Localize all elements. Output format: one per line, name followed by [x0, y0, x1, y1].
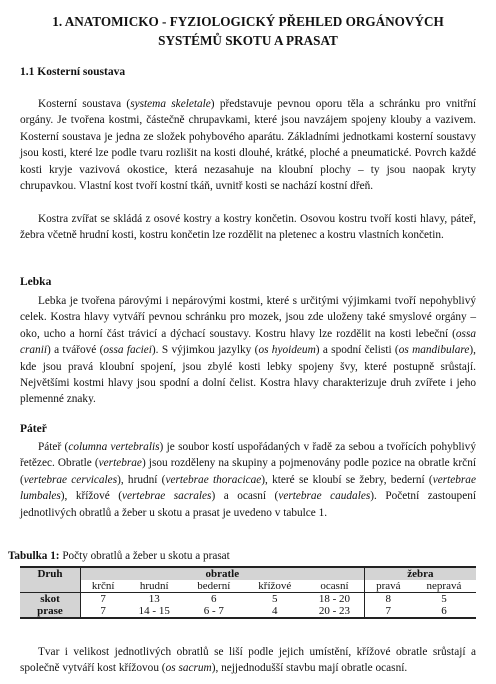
subheader-cell: krční: [81, 580, 126, 593]
latin-term: ossa cranii: [20, 327, 476, 357]
table-cell: 6: [412, 605, 476, 618]
chapter-title: [20, 12, 476, 50]
table-cell: 7: [81, 605, 126, 618]
text-run: ) a spodní čelisti (: [315, 344, 399, 357]
subheader-cell: pravá: [364, 580, 412, 593]
latin-term: columna vertebralis: [68, 441, 160, 453]
subheader-cell: bederní: [183, 580, 244, 593]
subheader-cell: křížové: [244, 580, 305, 593]
table-caption-label: Tabulka 1:: [8, 550, 60, 562]
text-run: ), křížové (: [60, 490, 122, 503]
text-run: ), hrudní (: [117, 473, 166, 486]
section-heading-pater: Páteř: [20, 423, 47, 435]
table-cell: 4: [244, 605, 305, 618]
paragraph-lebka: [20, 293, 476, 408]
table-caption-text: Počty obratlů a žeber u skotu a prasat: [59, 550, 230, 562]
header-zebra: žebra: [364, 567, 476, 580]
subheader-cell: hrudní: [125, 580, 183, 593]
paragraph-obratle-tvar: [20, 644, 476, 677]
chapter-title-line-1: 1. ANATOMICKO - FYZIOLOGICKÝ PŘEHLED ORGÁNOVÝCH: [52, 14, 444, 29]
latin-term: systema skeletale: [130, 98, 211, 110]
subheader-blank: [20, 580, 81, 593]
latin-term: vertebrae: [98, 457, 142, 470]
chapter-title-line-2: SYSTÉMŮ SKOTU A PRASAT: [158, 33, 338, 48]
table-header-row: [20, 567, 476, 580]
text-run: ) představuje pevnou oporu těla a schránku pro vnitřní orgány. Je tvořena kostmi, částečně chrupavkami, které jsou navzájem spojeny klouby a vazivem. Kosterní soustava je jedna ze složek pohybového aparátu. Základními jednotkami kosterní soustavy jsou kosti, které lze podle tvaru rozlišit na kosti dlouhé, krátké, ploché a pneumatické. Povrch každé kosti kryje vazivová okostice, která nezasahuje na kloubní plochy – ty jsou naopak kryty chrupavkou. Vlastní kost tvoří kostní tkáň, uvnitř kosti se nachází kostní dřeň.: [20, 98, 476, 193]
latin-term: vertebrae lumbales: [20, 473, 476, 503]
paragraph-pater: [20, 439, 476, 521]
latin-term: vertebrae cervicales: [23, 473, 118, 486]
table-cell: 6: [211, 593, 217, 605]
table-cell: 20 - 23: [305, 605, 364, 618]
subheader-cell: ocasní: [305, 580, 364, 593]
header-druh: Druh: [20, 567, 81, 580]
text-run: ) jsou rozděleny na skupiny a pojmenovány podle pozice na obratle krční (: [20, 457, 476, 486]
text-run: Kosterní soustava (: [38, 98, 131, 110]
text-run: ), kde jsou pravá kloubní spojení, jsou zbylé kosti lebky spojeny švy, které postupně srůstají. Největšími kostmi hlavy jsou spodní a dolní čelist. Kostra hlavy charakterizuje druh zvířete i jeho plemenné znaky.: [20, 344, 476, 406]
row-label: skot: [20, 593, 81, 606]
section-heading-kosterni-soustava: 1.1 Kosterní soustava: [20, 66, 126, 78]
table-cell: 18 - 20: [305, 593, 364, 606]
table-cell: 7: [100, 593, 106, 605]
latin-term: vertebrae caudales: [278, 490, 371, 503]
row-label: prase: [20, 605, 81, 618]
latin-term: os mandibulare: [398, 344, 470, 357]
table-cell: 8: [385, 593, 392, 605]
table-cell: 5: [441, 593, 447, 605]
text-run: Páteř (: [38, 441, 69, 453]
text-run: Lebka je tvořena párovými i nepárovými kostmi, které s určitými výjimkami tvoří nepohyblivý celek. Kostra hlavy vytváří pevnou schránku pro mozek, jsou zde uloženy také smyslové orgány – oko, ucho a horní část trávicí a dýchací soustavy. Kostru hlavy lze rozdělit na kosti lebeční (: [20, 295, 476, 340]
text-run: ) a ocasní (: [211, 490, 279, 503]
table-cell: 6 - 7: [183, 605, 244, 618]
subheader-cell: nepravá: [412, 580, 476, 593]
table-cell: 5: [272, 593, 278, 605]
text-run: ) je soubor kostí uspořádaných v řadě za sebou a tvořících pohyblivý řetězec. Obratle (: [20, 441, 476, 470]
text-run: ), které se kloubí se žebry, bederní (: [261, 473, 433, 486]
paragraph-kosterni-soustava: [20, 96, 476, 194]
text-run: Tvar i velikost jednotlivých obratlů se liší podle jejich umístění, křížové obratle srůstají a společně vytváří kost křížovou (: [20, 646, 476, 675]
text-run: ) a tvářové (: [47, 344, 104, 357]
table-subheader-row: [20, 580, 476, 593]
text-run: ). Početní zastoupení jednotlivých obratlů a žeber u skotu a prasat je uvedeno v tabulce 1.: [20, 490, 477, 519]
latin-term: os sacrum: [165, 662, 212, 675]
table-caption: [8, 550, 230, 562]
latin-term: vertebrae thoracicae: [165, 473, 262, 486]
table-cell: 13: [148, 593, 160, 605]
latin-term: ossa faciei: [103, 344, 152, 357]
header-obratle: obratle: [81, 567, 365, 580]
text-run: ), nejjednodušší stavbu mají obratle ocasní.: [211, 662, 408, 675]
table-cell: 14 - 15: [125, 605, 183, 618]
paragraph-kostra-zvirat: Kostra zvířat se skládá z osové kostry a kostry končetin. Osovou kostru tvoří kosti hlavy, páteř, žebra včetně hrudní kosti, kostru končetin lze rozdělit na pletenec a kostru vlastních končetin.: [20, 213, 476, 242]
vertebrae-ribs-table: [20, 566, 476, 619]
section-heading-lebka: Lebka: [20, 276, 52, 288]
table-row: [20, 605, 476, 618]
latin-term: os hyoideum: [258, 344, 316, 357]
text-run: ). S výjimkou jazylky (: [151, 344, 259, 357]
table-cell: 7: [364, 605, 412, 618]
table-row: [20, 593, 476, 606]
latin-term: vertebrae sacrales: [122, 490, 212, 503]
